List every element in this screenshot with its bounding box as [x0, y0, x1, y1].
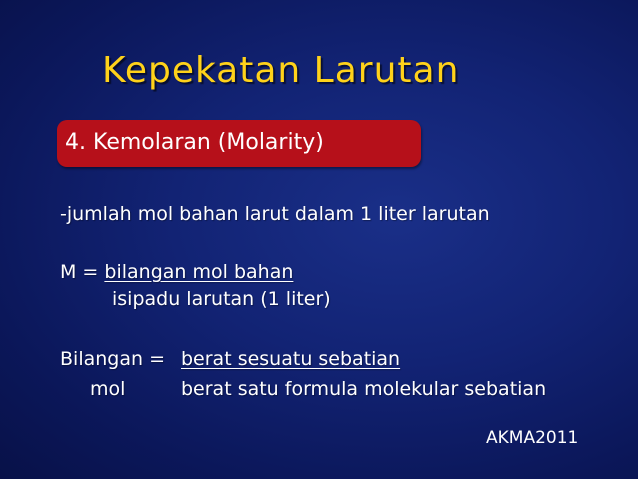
formula-mol-lhs-bottom: mol — [90, 378, 126, 400]
formula-mol-numerator: berat sesuatu sebatian — [181, 348, 401, 370]
formula-molarity-lhs: M = — [60, 261, 105, 283]
formula-mol-lhs-top: Bilangan = — [60, 348, 165, 370]
subtitle-box — [57, 120, 421, 167]
definition-text: -jumlah mol bahan larut dalam 1 liter larutan — [60, 203, 490, 225]
formula-mol-denominator: berat satu formula molekular sebatian — [181, 378, 547, 400]
slide-title: Kepekatan Larutan — [102, 50, 460, 91]
formula-molarity-numerator-line — [60, 261, 293, 283]
credit-text: AKMA2011 — [486, 428, 579, 448]
formula-molarity-numerator: bilangan mol bahan — [104, 261, 294, 283]
subtitle-text: 4. Kemolaran (Molarity) — [65, 130, 324, 155]
formula-molarity-denominator: isipadu larutan (1 liter) — [112, 288, 331, 310]
